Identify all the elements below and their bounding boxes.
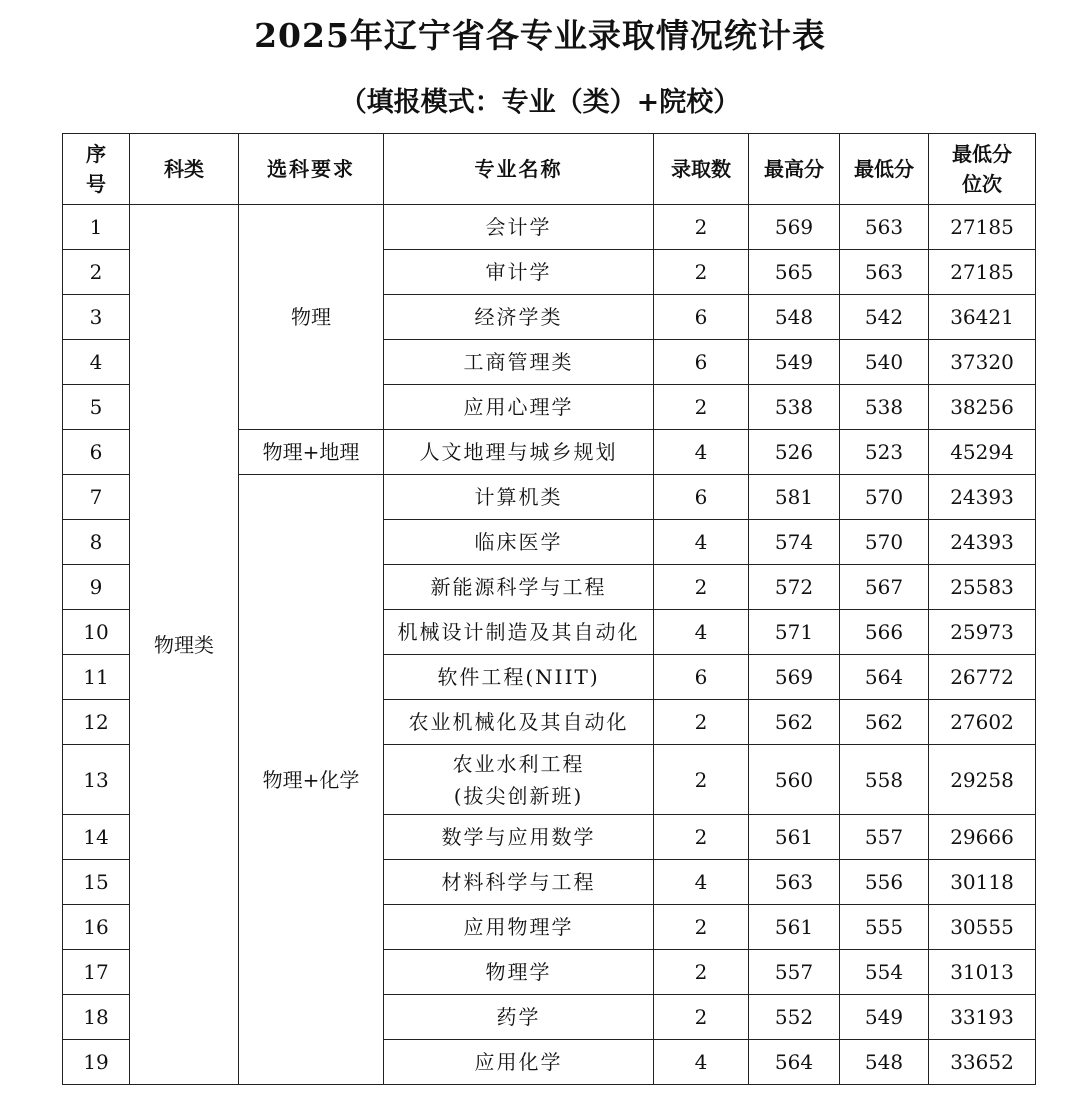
cell-max-score: 562 <box>749 700 840 745</box>
cell-major: 临床医学 <box>384 520 654 565</box>
header-seq: 序 号 <box>63 134 130 205</box>
cell-min-score: 542 <box>840 295 929 340</box>
cell-major: 农业机械化及其自动化 <box>384 700 654 745</box>
cell-max-score: 560 <box>749 745 840 815</box>
cell-subject-req: 物理+化学 <box>239 475 384 1085</box>
cell-min-rank: 45294 <box>929 430 1036 475</box>
cell-min-rank: 27185 <box>929 205 1036 250</box>
cell-major: 会计学 <box>384 205 654 250</box>
cell-seq: 12 <box>63 700 130 745</box>
cell-major: 药学 <box>384 995 654 1040</box>
cell-max-score: 526 <box>749 430 840 475</box>
cell-min-rank: 30118 <box>929 860 1036 905</box>
cell-major: 工商管理类 <box>384 340 654 385</box>
cell-seq: 8 <box>63 520 130 565</box>
cell-min-rank: 26772 <box>929 655 1036 700</box>
cell-min-score: 538 <box>840 385 929 430</box>
cell-min-score: 556 <box>840 860 929 905</box>
cell-seq: 18 <box>63 995 130 1040</box>
cell-seq: 3 <box>63 295 130 340</box>
cell-min-rank: 25583 <box>929 565 1036 610</box>
cell-admitted: 4 <box>654 610 749 655</box>
cell-min-score: 554 <box>840 950 929 995</box>
cell-min-score: 557 <box>840 815 929 860</box>
header-row <box>63 134 1036 205</box>
header-admitted: 录取数 <box>654 134 749 205</box>
cell-category: 物理类 <box>130 205 239 1085</box>
cell-admitted: 2 <box>654 905 749 950</box>
cell-admitted: 4 <box>654 430 749 475</box>
cell-major: 计算机类 <box>384 475 654 520</box>
cell-max-score: 557 <box>749 950 840 995</box>
cell-min-rank: 38256 <box>929 385 1036 430</box>
cell-major: 审计学 <box>384 250 654 295</box>
header-major: 专业名称 <box>384 134 654 205</box>
header-category: 科类 <box>130 134 239 205</box>
cell-admitted: 6 <box>654 655 749 700</box>
cell-major: 软件工程(NIIT) <box>384 655 654 700</box>
cell-min-score: 549 <box>840 995 929 1040</box>
cell-min-score: 523 <box>840 430 929 475</box>
cell-admitted: 2 <box>654 995 749 1040</box>
cell-admitted: 6 <box>654 295 749 340</box>
cell-admitted: 2 <box>654 250 749 295</box>
cell-min-score: 563 <box>840 205 929 250</box>
cell-seq: 14 <box>63 815 130 860</box>
cell-min-rank: 27185 <box>929 250 1036 295</box>
cell-min-rank: 24393 <box>929 475 1036 520</box>
cell-major: 数学与应用数学 <box>384 815 654 860</box>
cell-admitted: 2 <box>654 700 749 745</box>
cell-max-score: 574 <box>749 520 840 565</box>
header-subject-req: 选科要求 <box>239 134 384 205</box>
cell-seq: 6 <box>63 430 130 475</box>
cell-max-score: 561 <box>749 815 840 860</box>
cell-admitted: 6 <box>654 340 749 385</box>
cell-min-rank: 24393 <box>929 520 1036 565</box>
cell-min-score: 558 <box>840 745 929 815</box>
cell-min-score: 562 <box>840 700 929 745</box>
cell-max-score: 549 <box>749 340 840 385</box>
cell-max-score: 561 <box>749 905 840 950</box>
cell-max-score: 571 <box>749 610 840 655</box>
cell-max-score: 538 <box>749 385 840 430</box>
cell-major: 应用心理学 <box>384 385 654 430</box>
cell-min-rank: 29666 <box>929 815 1036 860</box>
cell-max-score: 563 <box>749 860 840 905</box>
table-row <box>63 205 1036 250</box>
cell-admitted: 2 <box>654 565 749 610</box>
cell-min-rank: 33652 <box>929 1040 1036 1085</box>
cell-min-score: 566 <box>840 610 929 655</box>
cell-max-score: 564 <box>749 1040 840 1085</box>
cell-seq: 15 <box>63 860 130 905</box>
header-min-score: 最低分 <box>840 134 929 205</box>
cell-seq: 13 <box>63 745 130 815</box>
header-min-rank: 最低分 位次 <box>929 134 1036 205</box>
cell-seq: 17 <box>63 950 130 995</box>
cell-seq: 11 <box>63 655 130 700</box>
cell-seq: 19 <box>63 1040 130 1085</box>
cell-min-rank: 27602 <box>929 700 1036 745</box>
cell-min-score: 567 <box>840 565 929 610</box>
cell-min-rank: 31013 <box>929 950 1036 995</box>
cell-min-score: 570 <box>840 520 929 565</box>
cell-major: 机械设计制造及其自动化 <box>384 610 654 655</box>
cell-admitted: 4 <box>654 520 749 565</box>
cell-min-score: 548 <box>840 1040 929 1085</box>
cell-seq: 2 <box>63 250 130 295</box>
cell-min-score: 563 <box>840 250 929 295</box>
page-subtitle: （填报模式：专业（类）+院校） <box>339 87 741 118</box>
cell-admitted: 2 <box>654 745 749 815</box>
cell-major: 物理学 <box>384 950 654 995</box>
header-max-score: 最高分 <box>749 134 840 205</box>
cell-seq: 9 <box>63 565 130 610</box>
cell-seq: 1 <box>63 205 130 250</box>
cell-seq: 16 <box>63 905 130 950</box>
cell-max-score: 548 <box>749 295 840 340</box>
cell-min-rank: 30555 <box>929 905 1036 950</box>
cell-min-rank: 37320 <box>929 340 1036 385</box>
page-title: 2025年辽宁省各专业录取情况统计表 <box>254 16 826 55</box>
cell-major: 应用物理学 <box>384 905 654 950</box>
cell-max-score: 581 <box>749 475 840 520</box>
cell-max-score: 565 <box>749 250 840 295</box>
cell-min-score: 555 <box>840 905 929 950</box>
cell-subject-req: 物理 <box>239 205 384 430</box>
cell-major: 新能源科学与工程 <box>384 565 654 610</box>
cell-min-rank: 29258 <box>929 745 1036 815</box>
admission-table <box>62 133 1036 1085</box>
cell-admitted: 2 <box>654 205 749 250</box>
cell-max-score: 569 <box>749 205 840 250</box>
cell-major: 经济学类 <box>384 295 654 340</box>
cell-major: 材料科学与工程 <box>384 860 654 905</box>
cell-admitted: 2 <box>654 950 749 995</box>
cell-seq: 5 <box>63 385 130 430</box>
cell-seq: 10 <box>63 610 130 655</box>
cell-admitted: 4 <box>654 1040 749 1085</box>
cell-major: 应用化学 <box>384 1040 654 1085</box>
cell-max-score: 552 <box>749 995 840 1040</box>
cell-min-rank: 25973 <box>929 610 1036 655</box>
cell-admitted: 4 <box>654 860 749 905</box>
cell-min-score: 540 <box>840 340 929 385</box>
cell-min-rank: 33193 <box>929 995 1036 1040</box>
cell-max-score: 572 <box>749 565 840 610</box>
cell-admitted: 2 <box>654 385 749 430</box>
cell-max-score: 569 <box>749 655 840 700</box>
cell-admitted: 6 <box>654 475 749 520</box>
cell-admitted: 2 <box>654 815 749 860</box>
cell-major: 农业水利工程 (拔尖创新班) <box>384 745 654 815</box>
cell-subject-req: 物理+地理 <box>239 430 384 475</box>
cell-seq: 7 <box>63 475 130 520</box>
cell-min-score: 564 <box>840 655 929 700</box>
cell-seq: 4 <box>63 340 130 385</box>
cell-min-rank: 36421 <box>929 295 1036 340</box>
cell-major: 人文地理与城乡规划 <box>384 430 654 475</box>
cell-min-score: 570 <box>840 475 929 520</box>
